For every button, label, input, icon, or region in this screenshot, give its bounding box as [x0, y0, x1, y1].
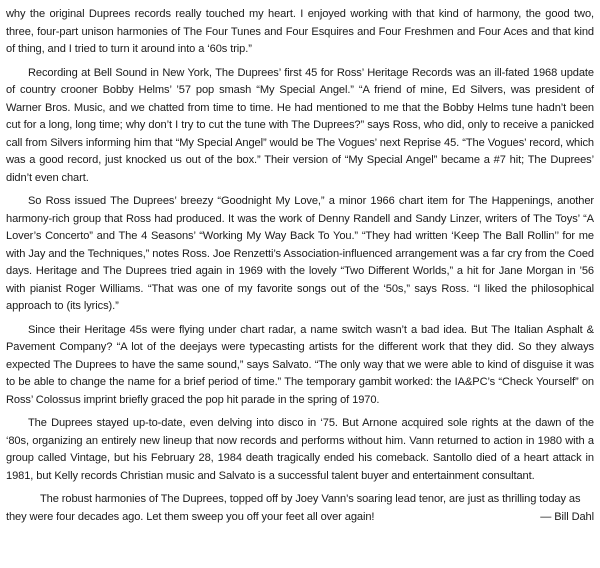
author-signature: — Bill Dahl [540, 510, 594, 523]
paragraph-goodnight-my-love: So Ross issued The Duprees’ breezy “Goodnight My Love,” a minor 1966 chart item for The Happenings, another harmony-rich group that Ross had produced. It was the work of Denny Randell and Sandy Linzer, writers of The Toys’ “A Lover’s Concerto” and The 4 Seasons’ “Working My Way Back To You.” “They had written ‘Keep The Ball Rollin’’ for me with Jay and the Techniques,” notes Ross. Joe Renzetti’s Association-influenced arrangement was a far cry from the Coed days. Heritage and The Duprees tried again in 1969 with the lovely “Two Different Worlds,” a hit for Jane Morgan in ’56 with pianist Roger Williams. “That was one of my favorite songs out of the ‘50s,” says Ross. “I liked the philosophical approach to (its lyrics).” [6, 195, 594, 312]
paragraph-name-switch: Since their Heritage 45s were flying under chart radar, a name switch wasn’t a bad idea. But The Italian Asphalt & Pavement Company? “A lot of the deejays were typecasting artists for the different work that they did. So they always expected The Duprees to have the same sound,” says Salvato. “The only way that we were able to kind of disguise it was to be able to change the name for a brief period of time.” The temporary gambit worked: the IA&PC’s “Check Yourself” on Ross’ Colossus imprint briefly graced the pop hit parade in the spring of 1970. [6, 323, 594, 406]
paragraph-later-years: The Duprees stayed up-to-date, even delving into disco in ‘75. But Arnone acquired sole rights at the dawn of the ‘80s, organizing an entirely new lineup that now records and performs without him. Vann returned to action in 1980 with a group called Vintage, but his February 28, 1984 death tragically ended his comeback. Santollo died of a heart attack in 1981, but Kelly records Christian music and Salvato is a successful talent buyer and entertainment consultant. [6, 417, 594, 482]
paragraph-bell-sound: Recording at Bell Sound in New York, The Duprees’ first 45 for Ross’ Heritage Records was an ill-fated 1968 update of country crooner Bobby Helms’ ’57 pop smash “My Special Angel.” “A friend of mine, Ed Silvers, was president of Warner Bros. Music, and we chatted from time to time. He had mentioned to me that the Bobby Helms tune hadn’t been cut for a long, long time; why don’t I try to cut the tune with The Duprees?” says Ross, who did, only to receive a panicked call from Silvers informing him that “My Special Angel” would be The Vogues’ next Reprise 45. “The Vogues’ record, which was a good record, just knocked us out of the box.” Their version of “My Special Angel” became a #7 hit; The Duprees’ didn’t even chart. [6, 66, 594, 184]
paragraph-closing [6, 491, 594, 526]
paragraph-intro-continued: why the original Duprees records really touched my heart. I enjoyed working with that kind of harmony, the good two, three, four-part unison harmonies of The Four Tunes and Four Esquires and Four Freshmen and Four Aces and that kind of thing, and I tried to turn it around into a ‘60s trip.” [6, 8, 594, 55]
closing-text: The robust harmonies of The Duprees, topped off by Joey Vann’s soaring lead tenor, are just as thrilling today as they were four decades ago. Let them sweep you off your feet all over again! [6, 493, 581, 523]
